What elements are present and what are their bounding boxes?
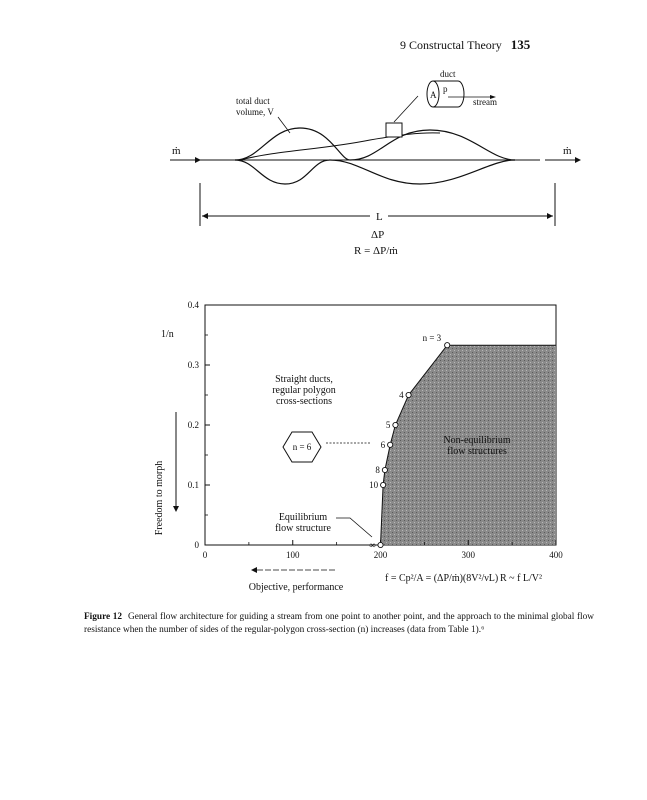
data-point xyxy=(382,467,387,472)
data-point xyxy=(445,343,450,348)
data-point-label: ∞ xyxy=(369,540,376,550)
duct-label: duct xyxy=(440,69,456,79)
y-axis-arrowhead xyxy=(173,506,179,512)
duct-path-upper xyxy=(235,128,515,160)
duct-path-lower xyxy=(235,160,515,184)
x-tick-label: 200 xyxy=(373,550,388,560)
y-tick-label: 0.2 xyxy=(187,420,199,430)
length-arrow-left xyxy=(202,213,208,219)
x-axis-arrowhead xyxy=(251,567,257,573)
region-non-equilibrium-2: flow structures xyxy=(447,446,507,457)
data-point xyxy=(388,442,393,447)
x-tick-label: 0 xyxy=(202,550,208,560)
hexagon-label: n = 6 xyxy=(292,442,312,452)
mass-flow-right: ṁ xyxy=(563,145,572,157)
data-point xyxy=(381,482,386,487)
caption-label: Figure 12 xyxy=(84,612,123,622)
y-tick-label: 0.3 xyxy=(187,360,199,370)
duct-figure xyxy=(0,0,647,270)
figure-caption xyxy=(84,611,594,637)
data-point-label: 5 xyxy=(385,420,391,430)
duct-path-middle xyxy=(240,133,440,160)
data-point-label: 6 xyxy=(380,439,386,450)
inlet-arrowhead xyxy=(195,157,201,163)
data-point xyxy=(378,542,383,547)
volume-label-line1: total duct xyxy=(236,96,270,106)
data-point-label: n = 3 xyxy=(422,333,442,344)
area-label: A xyxy=(430,90,437,100)
region-equilibrium-2: flow structure xyxy=(275,523,331,534)
x-axis-label: Objective, performance xyxy=(248,582,344,593)
y-tick-label: 0.4 xyxy=(187,300,199,310)
stream-label: stream xyxy=(473,97,497,107)
y-axis-label: Freedom to morph xyxy=(154,460,165,536)
chart xyxy=(0,280,647,610)
volume-label-line2: volume, V xyxy=(236,107,274,117)
x-tick-label: 300 xyxy=(461,550,475,560)
region-non-equilibrium-1: Non-equilibrium xyxy=(443,435,511,446)
duct-section-box xyxy=(386,123,402,137)
y-tick-label: 0 xyxy=(194,540,199,550)
data-point xyxy=(406,392,411,397)
resistance-equation: R = ΔP/ṁ xyxy=(354,245,398,257)
duct-callout-line xyxy=(394,96,418,122)
data-point-label: 8 xyxy=(375,465,380,475)
region-straight-ducts-2: regular polygon xyxy=(272,385,336,396)
y-tick-label: 0.1 xyxy=(187,480,199,490)
length-label: L xyxy=(376,211,383,223)
data-point-label: 10 xyxy=(369,480,379,490)
length-arrow-right xyxy=(547,213,553,219)
region-equilibrium-1: Equilibrium xyxy=(278,512,328,523)
perimeter-label: p xyxy=(443,84,448,94)
x-tick-label: 400 xyxy=(549,550,563,560)
page-number: 135 xyxy=(510,37,531,52)
region-straight-ducts-1: Straight ducts, xyxy=(275,374,333,385)
duct-inset-far-end xyxy=(458,81,464,107)
chapter-label: 9 Constructal Theory xyxy=(400,38,502,52)
pressure-drop-label: ΔP xyxy=(371,229,385,241)
x-tick-label: 100 xyxy=(286,550,300,560)
caption-text: General flow architecture for guiding a stream from one point to another point, and the approach to the minimal global flow resistance when the number of sides of the regular-polygon cross-section (n) increases (data from Table 1).⁶ xyxy=(84,612,594,635)
formula-f: f = Cp²/A = (ΔP/ṁ)(8V²/νL) xyxy=(385,573,499,584)
mass-flow-left: ṁ xyxy=(172,145,181,157)
formula-r: R ~ f L/V² xyxy=(500,573,543,584)
y-extra-label: 1/n xyxy=(161,329,174,340)
data-point-label: 4 xyxy=(399,390,404,400)
outlet-arrowhead xyxy=(575,157,581,163)
region-straight-ducts-3: cross-sections xyxy=(275,396,333,407)
volume-callout-line xyxy=(278,117,290,133)
data-point xyxy=(393,422,398,427)
